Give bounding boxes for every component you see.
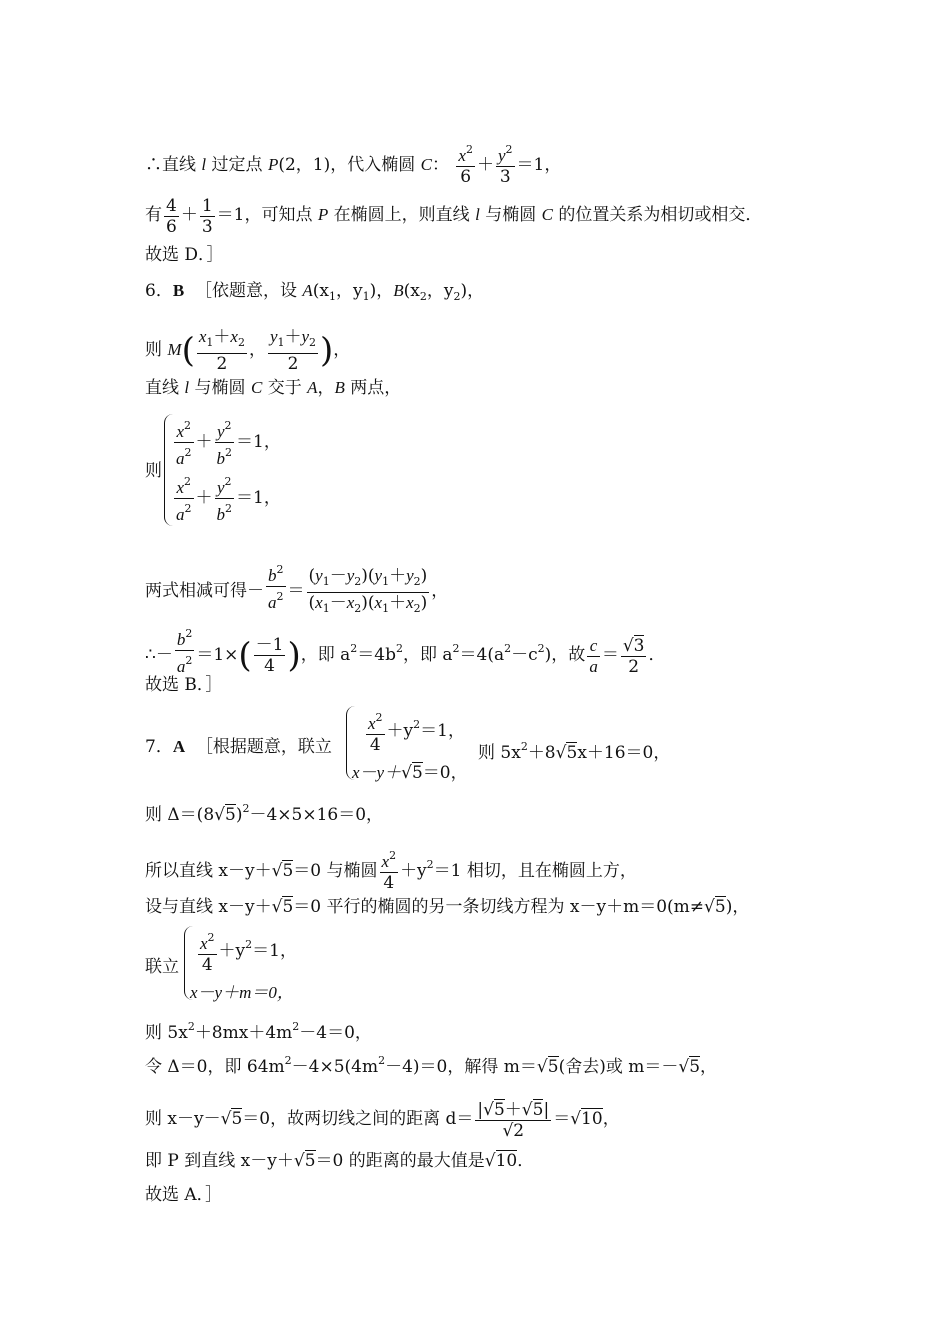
fraction-x2-over-4: $\frac{x^2}{4}$ [380, 846, 399, 893]
fraction-y2-over-3: $\frac{y^2}{3}$ [496, 140, 515, 187]
fraction-b2-over-a2: $\frac{b^2}{a^2}$ [266, 560, 286, 613]
fraction-neg1-over-4: $\frac{-1}{4}$ [255, 635, 284, 676]
text-line-15-label: 联立 [145, 957, 179, 977]
text-line-6: 直线 l 与椭圆 C 交于 A，B 两点， [145, 378, 402, 398]
system-2-row-2: x－y＋√5＝0， [352, 763, 468, 783]
text-line-5: 则 M( $\frac{x_1+x_2}{2}$ ， $\frac{y_1+y_2}{2}$ )， [145, 327, 351, 374]
system-1-row-1: $\frac{x^2}{a^2}$ ＋ $\frac{y^2}{b^2}$ ＝1， [172, 416, 281, 469]
fraction-distance: $\frac{|√5+√5|}{√2}$ [477, 1100, 550, 1141]
fraction-x2-over-6: $\frac{x^2}{6}$ [456, 140, 475, 187]
text-line-10: 故选 B．］ [145, 675, 223, 695]
system-3-row-1: $\frac{x^2}{4}$ $+y^2=1$， [196, 928, 297, 975]
text-line-7-label: 则 [145, 461, 162, 481]
system-2-row-1: $\frac{x^2}{4}$ $+y^2=1$， [364, 708, 465, 755]
text-line-16: 则 $5x^2+8mx+4m^2-4=0$， [145, 1020, 372, 1043]
text-line-14: 设与直线 x－y＋√5＝0 平行的椭圆的另一条切线方程为 x－y＋m＝0(m≠√5)， [145, 897, 750, 917]
text-line-8: 两式相减可得－ $\frac{b^2}{a^2}$ ＝ $\frac{(y_1-y_2)(y_1+y_2)}{(x_1-x_2)(x_1+x_2)}$ ， [145, 560, 448, 619]
text-line-11-result: 则 $5x^2+8√5x+16=0$， [478, 740, 671, 763]
fraction-4-over-6: $\frac{4}{6}$ [166, 196, 177, 237]
fraction-c-over-a: $\frac{c}{a}$ [589, 636, 598, 676]
fraction-midpoint-x: $\frac{x_1+x_2}{2}$ [198, 327, 245, 374]
text-line-13: 所以直线 x－y＋√5＝0 与椭圆 $\frac{x^2}{4}$ $+y^2=1$ 相切，且在椭圆上方， [145, 846, 637, 893]
text-line-19: 即 P 到直线 x－y＋√5＝0 的距离的最大值是√10． [145, 1151, 535, 1171]
text-line-18: 则 x－y－√5＝0，故两切线之间的距离 d＝ $\frac{|√5+√5|}{√2}$ ＝√10， [145, 1100, 620, 1141]
text-line-2: 有 $\frac{4}{6}$ ＋ $\frac{1}{3}$ ＝1，可知点 P 在椭圆上，则直线 l 与椭圆 C 的位置关系为相切或相交． [145, 196, 763, 237]
text-line-1: ∴直线 l 过定点 P(2，1)，代入椭圆 C： $\frac{x^2}{6}$ ＋ $\frac{y^2}{3}$ ＝1， [145, 140, 561, 187]
fraction-slope-product: $\frac{(y_1-y_2)(y_1+y_2)}{(x_1-x_2)(x_1+x_2)}$ [308, 566, 428, 615]
fraction-1-over-3: $\frac{1}{3}$ [201, 196, 213, 237]
text-line-11: 7．A ［根据题意，联立 [145, 737, 332, 757]
system-3-row-2: x－y＋m＝0， [190, 983, 294, 1002]
fraction-midpoint-y: $\frac{y_1+y_2}{2}$ [269, 327, 317, 374]
text-line-3: 故选 D．］ [145, 245, 224, 265]
text-line-9: ∴－ $\frac{b^2}{a^2}$ ＝1×( $\frac{-1}{4}$ )，即 $a^2=4b^2$，即 $a^2=4(a^2-c^2)$，故 $\frac{c}{a}$ ＝ $\frac{√3}{2}$ ． [145, 624, 665, 677]
text-line-4: 6．B ［依题意，设 $A(x_1$，$y_1$)，$B(x_2$，$y_2$)， [145, 281, 485, 303]
text-line-12: 则 $\Delta=(8√5)^2-4\times 5\times 16=0$， [145, 802, 384, 825]
system-1-row-2: $\frac{x^2}{a^2}$ ＋ $\frac{y^2}{b^2}$ ＝1， [172, 472, 281, 525]
text-line-17: 令 Δ＝0，即 $64m^2-4\times 5(4m^2-4)=0$，解得 m＝√5(舍去)或 m＝－√5， [145, 1054, 718, 1077]
text-line-20: 故选 A．］ [145, 1185, 223, 1205]
fraction-root3-over-2: $\frac{√3}{2}$ [622, 636, 645, 677]
